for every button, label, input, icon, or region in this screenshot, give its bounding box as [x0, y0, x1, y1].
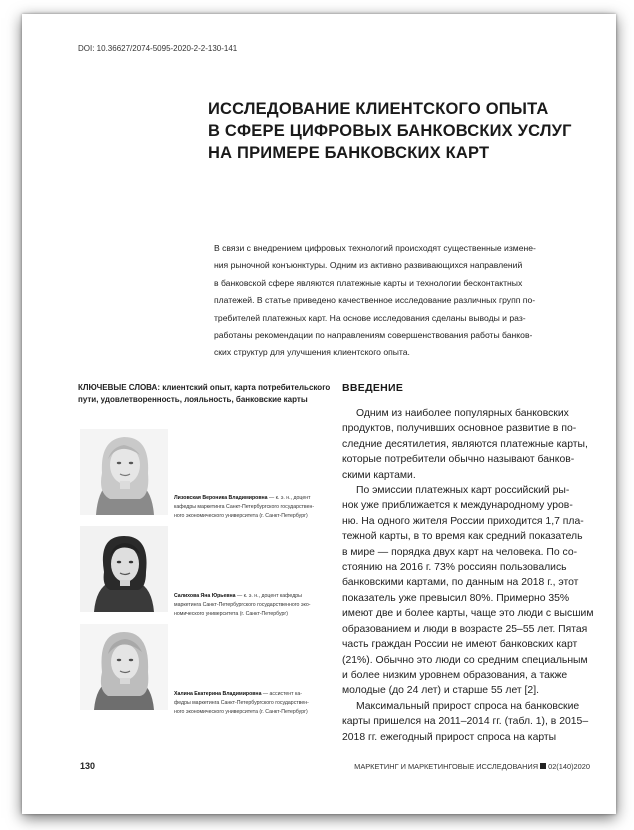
section-heading: ВВЕДЕНИЕ — [342, 382, 404, 394]
body-line: (21%). Обычно это люди со средним специальным — [342, 654, 588, 666]
author-bio — [174, 592, 334, 619]
body-line: которые потребители обычно называют банков- — [342, 454, 575, 466]
body-line: образованием и люди в возрасте 25–55 лет. Пятая — [342, 623, 588, 635]
body-line: тежной карты, в то время как средний показатель — [342, 531, 583, 543]
abstract-line: ских структур для улучшения клиентского опыта. — [214, 347, 410, 358]
journal-footer — [354, 762, 590, 771]
abstract-line: ния рыночной конъюнктуры. Одним из активно развивающихся направлений — [214, 260, 523, 271]
abstract-line: работаны рекомендации по направлениям совершенствования работы банков- — [214, 330, 533, 341]
keywords — [78, 382, 331, 406]
abstract-line: требителей платежных карт. На основе исследования сделаны выводы и раз- — [214, 312, 526, 323]
body-line: и более низким уровнем образования, а также — [342, 669, 568, 681]
body-line: часть граждан России не имеют банковских карт — [342, 639, 578, 651]
body-line: продуктов, получивших основное развитие в по- — [342, 423, 577, 435]
author-bio-line: кафедры маркетинга Санкт-Петербургского государствен- — [174, 504, 315, 510]
author-bio-line: федры маркетинга Санкт-Петербургского государствен- — [174, 700, 309, 706]
keywords-line: КЛЮЧЕВЫЕ СЛОВА: клиентский опыт, карта потребительского — [78, 383, 331, 392]
body-line: ню. На одного жителя России приходится 1,7 пла- — [342, 515, 584, 527]
author-name: Лизовская Вероника Владимировна — [174, 495, 268, 501]
author-bio-line: ного экономического университета (г. Санкт-Петербург) — [174, 513, 308, 519]
article-title — [208, 98, 588, 164]
body-line: следние десятилетия, являются платежные карты, — [342, 438, 588, 450]
author-bio — [174, 690, 334, 717]
doi-line: DOI: 10.36627/2074-5095-2020-2-2-130-141 — [78, 44, 238, 53]
title-line: В СФЕРЕ ЦИФРОВЫХ БАНКОВСКИХ УСЛУГ — [208, 122, 572, 140]
body-line: скими картами. — [342, 469, 416, 481]
body-line: в мире — порядка двух карт на человека. По со- — [342, 546, 578, 558]
body-line: Максимальный прирост спроса на банковские — [356, 700, 580, 712]
body-line: карты пришелся на 2011–2014 гг. (табл. 1), в 2015– — [342, 716, 589, 728]
body-line: По эмиссии платежных карт российский ры- — [356, 485, 570, 497]
keywords-line: пути, удовлетворенность, лояльность, банковские карты — [78, 395, 308, 404]
author-photo — [80, 526, 168, 612]
author-bio-line: номического университета (г. Санкт-Петербург) — [174, 611, 288, 617]
body-line: стоянию на 2016 г. 73% россиян пользовались — [342, 562, 567, 574]
separator-square-icon — [540, 763, 546, 769]
journal-name: МАРКЕТИНГ И МАРКЕТИНГОВЫЕ ИССЛЕДОВАНИЯ — [354, 762, 539, 771]
body-line: молодые (до 24 лет) и старше 55 лет [2]. — [342, 685, 539, 697]
body-line: нок уже приближается к международному уров- — [342, 500, 573, 512]
title-line: НА ПРИМЕРЕ БАНКОВСКИХ КАРТ — [208, 144, 490, 162]
abstract-line: в банковской сфере являются платежные карты и технологии бесконтактных — [214, 277, 523, 288]
body-line: 2018 гг. ежегодный прирост спроса на карты — [342, 731, 557, 743]
author-bio — [174, 494, 334, 521]
journal-issue: 02(140)2020 — [548, 762, 590, 771]
body-text — [342, 406, 594, 745]
author-photo — [80, 624, 168, 710]
title-line: ИССЛЕДОВАНИЕ КЛИЕНТСКОГО ОПЫТА — [208, 100, 549, 118]
author-bio-line: — к. э. н., доцент кафедры — [237, 593, 302, 599]
body-line: имеют две и более карты, чаще это люди с высшим — [342, 608, 594, 620]
author-bio-line: — к. э. н., доцент — [269, 495, 311, 501]
author-photo — [80, 429, 168, 515]
body-line: Одним из наиболее популярных банковских — [356, 408, 569, 419]
abstract-line: платежей. В статье приведено качественное исследование различных групп по- — [214, 295, 536, 306]
author-name: Халина Екатерина Владимировна — [174, 691, 262, 697]
journal-page — [22, 14, 616, 814]
abstract — [214, 240, 590, 362]
body-line: показатель уже превысил 80%. Примерно 35% — [342, 592, 570, 604]
author-bio-line: ного экономического университета (г. Санкт-Петербург) — [174, 709, 308, 715]
author-bio-line: маркетинга Санкт-Петербургского государственного эко- — [174, 602, 311, 608]
body-line: банковскими картами, по данным на 2018 г., этот — [342, 577, 579, 589]
author-bio-line: — ассистент ка- — [262, 691, 302, 697]
page-number: 130 — [80, 761, 96, 771]
author-name: Салихова Яна Юрьевна — [174, 593, 236, 599]
abstract-line: В связи с внедрением цифровых технологий происходят существенные измене- — [214, 243, 536, 253]
